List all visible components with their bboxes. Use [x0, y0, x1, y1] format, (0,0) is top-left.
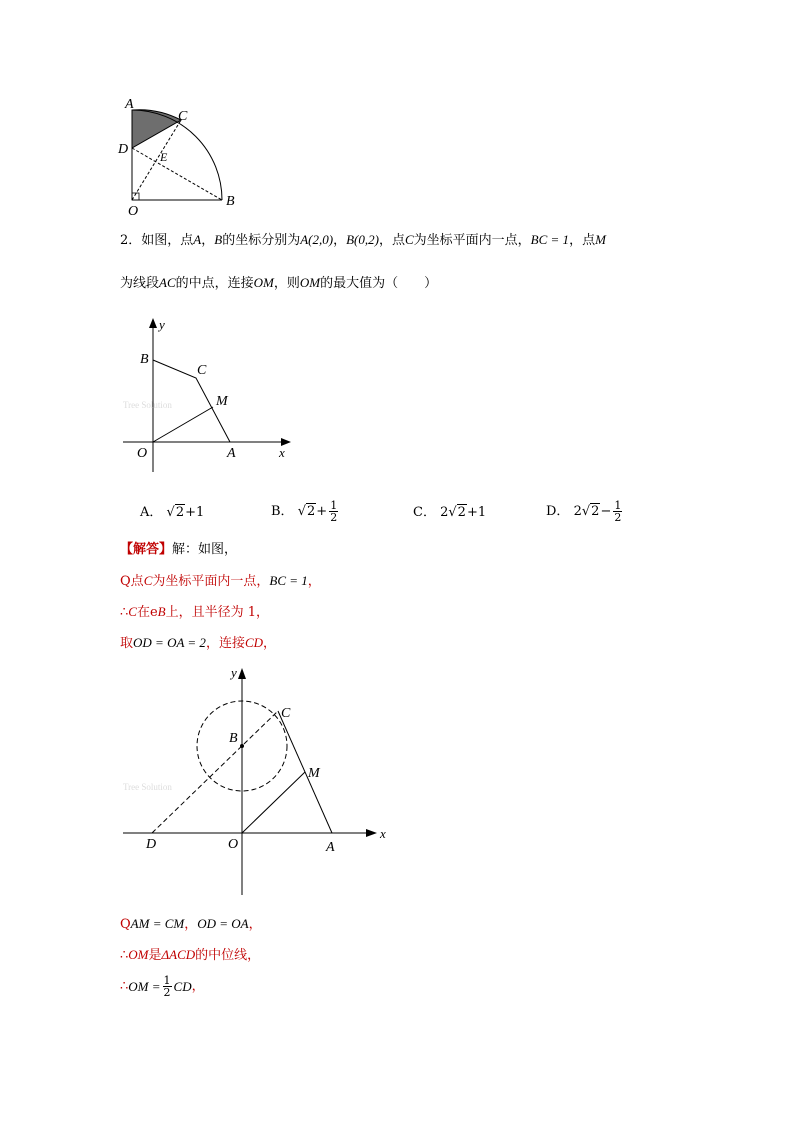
minus: −: [600, 504, 612, 519]
sqrt: √2: [448, 505, 466, 520]
option-letter: B．: [271, 504, 294, 519]
therefore-symbol: ∴: [120, 948, 129, 963]
because-symbol: Q: [120, 574, 131, 589]
s-text: 在: [136, 605, 150, 620]
expr-bc: BC = 1: [530, 232, 570, 247]
option-letter: D．: [546, 504, 570, 519]
expr: OD = OA: [197, 916, 249, 931]
numerator: 1: [163, 974, 171, 987]
option-d[interactable]: [546, 500, 624, 523]
solution-line-2: [120, 605, 269, 619]
tail: +1: [466, 505, 487, 520]
expr: AM = CM: [130, 916, 185, 931]
radicand: 2: [457, 505, 466, 520]
expr: OD = OA = 2: [133, 635, 206, 650]
option-letter: C．: [413, 505, 436, 520]
label-C: C: [197, 363, 207, 378]
sqrt: √2: [297, 504, 316, 519]
var: OM: [253, 275, 274, 290]
solution-line-6: [120, 975, 205, 998]
expr: BC = 1: [269, 573, 308, 588]
circle-symbol: e: [149, 605, 158, 620]
var: M: [595, 232, 606, 247]
var: C: [143, 573, 153, 588]
option-b[interactable]: [271, 500, 340, 523]
radicand: 2: [175, 505, 185, 520]
var: AC: [159, 275, 176, 290]
s-text: ，: [307, 574, 321, 589]
label-C: C: [178, 109, 188, 124]
label-x: x: [279, 445, 285, 460]
var: C: [404, 232, 414, 247]
q-text: 的中点，连接: [175, 276, 254, 291]
numerator: 1: [330, 499, 338, 512]
expr: OM =: [128, 979, 161, 994]
option-a[interactable]: [140, 506, 204, 519]
s-text: 取: [120, 636, 134, 651]
label-O: O: [128, 204, 139, 219]
label-E: E: [160, 150, 168, 164]
y-axis-arrow: [238, 668, 246, 679]
label-A: A: [125, 97, 134, 112]
s-text: ，: [184, 917, 198, 932]
question-number: 2．: [120, 233, 142, 248]
therefore-symbol: ∴: [120, 979, 129, 994]
label-O: O: [137, 446, 148, 461]
solution-line-3: [120, 636, 276, 650]
numerator: 1: [614, 499, 622, 512]
q-text: ，: [201, 233, 215, 248]
coef: 2: [440, 505, 449, 520]
segment-OM: [242, 772, 305, 833]
label-x: x: [380, 826, 386, 841]
var: B: [157, 604, 166, 619]
label-B: B: [229, 731, 238, 746]
figure-quarter-circle: [110, 90, 250, 220]
solution-tag: 【解答】: [120, 542, 173, 557]
label-B: B: [226, 194, 235, 209]
var: OM: [299, 275, 321, 290]
sqrt: √2: [581, 504, 600, 519]
label-M: M: [216, 394, 228, 409]
var: A: [193, 232, 202, 247]
s-text: ，连接: [205, 636, 245, 651]
y-axis-arrow: [149, 318, 157, 328]
q-text: ，则: [273, 276, 300, 291]
solution-line-1: [120, 574, 321, 588]
q-text: 为坐标平面内一点，: [413, 233, 531, 248]
q-text: 的最大值为（ ）: [320, 276, 438, 291]
coord-B: B(0,2): [346, 232, 379, 247]
q-text: 为线段: [120, 276, 160, 291]
tail: +1: [185, 505, 205, 520]
figure-coordinate-question: [115, 312, 305, 472]
solution-line-4: [120, 917, 262, 931]
var: OM: [128, 947, 149, 962]
denominator: 2: [163, 986, 171, 999]
denominator: 2: [614, 511, 622, 524]
q-text: ，点: [378, 233, 405, 248]
q-text: 如图，点: [141, 233, 194, 248]
option-letter: A．: [140, 505, 163, 520]
question-line-1: [120, 233, 606, 247]
fraction: [329, 500, 338, 523]
sqrt: √2: [166, 505, 185, 520]
s-text: 上，且半径为 1，: [165, 605, 270, 620]
label-B: B: [140, 352, 149, 367]
denominator: 2: [330, 511, 338, 524]
s-text: 是: [148, 948, 162, 963]
s-text: 的中位线，: [195, 948, 261, 963]
therefore-symbol: ∴: [120, 605, 129, 620]
figure-coordinate-solution: [115, 660, 395, 900]
coord-A: A(2,0): [300, 232, 334, 247]
q-text: ，点: [569, 233, 596, 248]
triangle-ACD: ΔACD: [161, 947, 196, 962]
segment-DB: [132, 148, 222, 200]
radicand: 2: [591, 504, 600, 519]
label-A: A: [326, 840, 335, 855]
s-text: ，: [248, 917, 262, 932]
s-text: ，: [191, 979, 205, 994]
radicand: 2: [307, 504, 316, 519]
segment-DC: [152, 711, 278, 833]
label-y: y: [159, 317, 165, 332]
var: B: [214, 232, 223, 247]
solution-header: [120, 543, 237, 556]
watermark: Tree Solution: [123, 400, 172, 410]
s-text: 点: [130, 574, 144, 589]
question-line-2: [120, 276, 437, 290]
var: CD: [244, 635, 264, 650]
option-c[interactable]: [413, 506, 486, 519]
var: CD: [173, 979, 192, 994]
label-A: A: [227, 446, 236, 461]
q-text: ，: [333, 233, 347, 248]
because-symbol: Q: [120, 917, 131, 932]
var: C: [128, 604, 137, 619]
x-axis-arrow: [366, 829, 377, 837]
label-y: y: [231, 665, 237, 680]
fraction: [163, 975, 172, 998]
shaded-sector: [132, 110, 181, 148]
label-C: C: [281, 706, 291, 721]
s-text: 为坐标平面内一点，: [152, 574, 270, 589]
fraction: [613, 500, 622, 523]
watermark: Tree Solution: [123, 782, 172, 792]
solution-line-5: [120, 948, 260, 962]
label-D: D: [146, 837, 157, 852]
s-text: ，: [263, 636, 277, 651]
coef: 2: [573, 504, 582, 519]
solution-intro: 解：如图，: [172, 542, 238, 557]
label-O: O: [228, 837, 239, 852]
label-D: D: [118, 142, 129, 157]
label-M: M: [308, 766, 320, 781]
segment-OM: [153, 407, 213, 442]
plus: +: [316, 504, 328, 519]
q-text: 的坐标分别为: [222, 233, 301, 248]
